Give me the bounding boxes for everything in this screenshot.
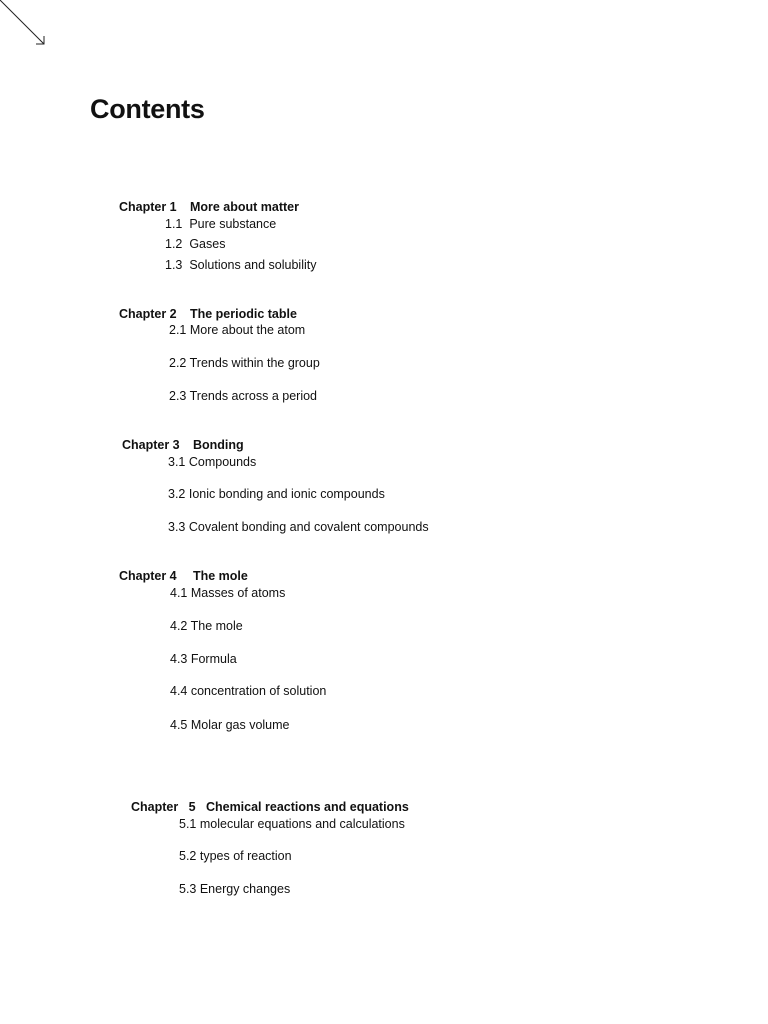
section-item: 3.1 Compounds xyxy=(168,455,257,469)
section-item: 5.2 types of reaction xyxy=(179,849,292,863)
section-item: 4.2 The mole xyxy=(170,619,243,633)
chapter-heading xyxy=(112,290,297,322)
arrow-icon xyxy=(0,0,50,50)
chapter-number: Chapter 2 xyxy=(118,307,177,321)
section-item: 4.5 Molar gas volume xyxy=(170,718,290,732)
chapter-number: Chapter 5 xyxy=(130,800,196,814)
section-item: 2.2 Trends within the group xyxy=(169,356,320,370)
section-item: 1.2 Gases xyxy=(165,237,226,251)
section-item: 3.2 Ionic bonding and ionic compounds xyxy=(168,487,385,501)
section-item: 4.4 concentration of solution xyxy=(170,684,327,698)
chapter-number: Chapter 1 xyxy=(118,200,177,214)
section-item: 4.1 Masses of atoms xyxy=(170,586,286,600)
chapter-title: Chemical reactions and equations xyxy=(205,800,409,814)
chapter-title: The mole xyxy=(192,569,248,583)
chapter-heading xyxy=(115,421,244,453)
section-item: 5.3 Energy changes xyxy=(179,882,291,896)
chapter-heading xyxy=(124,783,409,815)
section-item: 4.3 Formula xyxy=(170,652,237,666)
page-title: Contents xyxy=(90,94,205,124)
chapter-number: Chapter 3 xyxy=(121,438,180,452)
section-item: 1.1 Pure substance xyxy=(165,217,277,231)
section-item: 2.1 More about the atom xyxy=(169,323,306,337)
section-item: 2.3 Trends across a period xyxy=(169,389,317,403)
chapter-heading xyxy=(112,552,248,584)
chapter-number: Chapter 4 xyxy=(118,569,177,583)
chapter-title: The periodic table xyxy=(189,307,297,321)
section-item: 1.3 Solutions and solubility xyxy=(165,258,317,272)
chapter-title: More about matter xyxy=(189,200,299,214)
chapter-title: Bonding xyxy=(192,438,244,452)
chapter-heading xyxy=(112,183,299,215)
section-item: 5.1 molecular equations and calculations xyxy=(179,817,405,831)
section-item: 3.3 Covalent bonding and covalent compounds xyxy=(168,520,429,534)
